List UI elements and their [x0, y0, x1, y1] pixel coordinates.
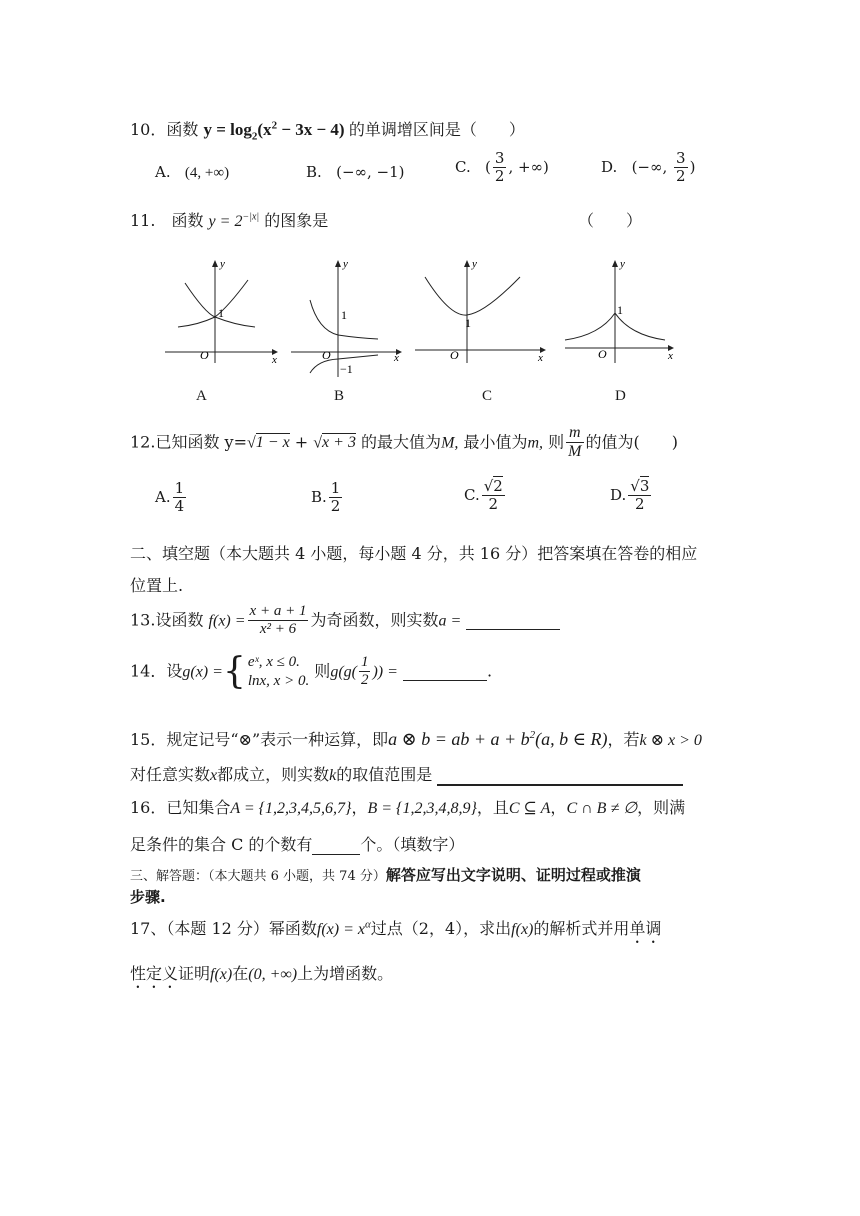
- graph-b-one: 1: [341, 308, 347, 322]
- q15-answer-blank[interactable]: [437, 765, 683, 786]
- graph-d-origin: O: [598, 347, 607, 361]
- q11-graph-a-label: A: [196, 388, 207, 404]
- q14-answer-blank[interactable]: [403, 661, 487, 681]
- q12-radical-1: √1 − x: [246, 434, 290, 452]
- q11-stem: 11. 函数 $y = 2^{-|x|}$ 的图象是: [130, 211, 329, 230]
- graph-a-x-label: x: [272, 354, 277, 365]
- q17-line2: 性定义证明f(x)在(0, +∞)上为增函数。: [130, 964, 394, 983]
- q14-stem: 14．设g(x) ={ eˣ, x ≤ 0. lnx, x > 0. 则g(g( $\frac{1}{2}$ )) = .: [130, 650, 493, 692]
- graph-b-y-label: y: [343, 258, 348, 270]
- q10-func: $y = \log_2(x^2 - 3x - 4)$: [203, 119, 345, 143]
- q11-graph-b: [288, 255, 408, 380]
- q16-answer-blank[interactable]: [312, 835, 360, 855]
- q12-radical-2: √x + 3: [313, 434, 356, 452]
- q10-c-fraction: $\frac{3}{2}$: [494, 149, 505, 186]
- graph-c-curve: [425, 277, 520, 315]
- q12-option-c: C. $\frac{√2}{2}$: [464, 477, 503, 514]
- q12-stem: 12.已知函数 y=√1 − x + √x + 3 的最大值为M, 最小值为m, 则 $\frac{m}{M}$ 的值为( ): [130, 424, 678, 461]
- q14-brace: {: [222, 650, 246, 692]
- q17-emphasis-1: 单调: [629, 919, 662, 938]
- graph-a-increasing-curve: [178, 280, 248, 327]
- graph-c-x-label: x: [538, 352, 543, 364]
- q14-cases: eˣ, x ≤ 0. lnx, x > 0.: [247, 654, 310, 689]
- section2-heading-line1: 二、填空题（本大题共 4 小题，每小题 4 分，共 16 分）把答案填在答卷的相应: [130, 544, 698, 563]
- q12-option-b: B. $\frac{1}{2}$: [311, 479, 341, 516]
- q17-emphasis-2: 性定义: [130, 964, 179, 983]
- q10-option-d: D. (−∞, $\frac{3}{2}$ ): [601, 149, 696, 186]
- graph-a-origin: O: [200, 348, 209, 362]
- graph-b-neg-one: −1: [340, 362, 353, 376]
- graph-c-one: 1: [465, 316, 471, 330]
- q11-graph-c: [410, 255, 550, 365]
- q10-option-b: B. (−∞, −1): [306, 163, 405, 181]
- q15-line1: 15．规定记号“⊗”表示一种运算，即a ⊗ b = ab + $a + b^2(a$, b ∈ R)，若k ⊗ x > 0: [130, 729, 702, 749]
- graph-b-x-label: x: [394, 352, 399, 364]
- graph-d-y-label: y: [620, 258, 625, 270]
- graph-c-y-arrow: [464, 260, 470, 267]
- graph-b-y-arrow: [335, 260, 341, 267]
- q12-fraction: $\frac{m}{M}$: [568, 424, 582, 461]
- graph-b-origin: O: [322, 348, 331, 362]
- q11-graph-d: [560, 255, 685, 365]
- q10-d-fraction: $\frac{3}{2}$: [676, 149, 686, 186]
- graph-a-decreasing-curve: [185, 283, 255, 327]
- q13-fraction: $\frac{x + a + 1}{\text{x² + 6}}$: [249, 603, 307, 638]
- q11-graph-c-label: C: [482, 388, 493, 404]
- q12-option-d: D. $\frac{√3}{2}$: [610, 477, 650, 514]
- q10-option-a: A. (4, +∞): [155, 163, 230, 181]
- section3-heading-line1: 三、解答题：（本大题共 6 小题，共 74 分）解答应写出文字说明、证明过程或推演: [130, 866, 641, 884]
- graph-c-origin: O: [450, 348, 459, 362]
- q16-line2: 足条件的集合 C 的个数有 个。（填数字）: [130, 835, 465, 854]
- q11-graph-a: [160, 255, 280, 365]
- q15-definition: a ⊗ b = ab + $a + b^2(a$, b ∈ R): [388, 729, 608, 749]
- graph-d-y-arrow: [612, 260, 618, 267]
- q13-stem: 13.设函数 f(x) = $\frac{x + a + 1}{\text{x² + 6}}$ 为奇函数，则实数a =: [130, 603, 560, 639]
- graph-a-y-arrow: [212, 260, 218, 267]
- q16-line1: 16．已知集合A = {1,2,3,4,5,6,7}，B = {1,2,3,4,8,9}，且C ⊆ A，C ∩ B ≠ ∅，则满: [130, 798, 686, 817]
- q10-suffix: 的单调增区间是（ ）: [348, 120, 525, 139]
- graph-a-one: 1: [218, 306, 224, 320]
- q11-graph-d-label: D: [615, 388, 626, 404]
- graph-d-one: 1: [617, 303, 623, 317]
- q13-answer-blank[interactable]: [466, 610, 560, 630]
- q15-line2: 对任意实数x都成立，则实数k的取值范围是: [130, 762, 683, 786]
- section3-heading-line2: 步骤.: [130, 888, 166, 906]
- q10-option-c: C. ( $\frac{3}{2}$ , +∞): [455, 149, 549, 186]
- q11-answer-paren: （ ）: [578, 211, 643, 230]
- section2-heading-line2: 位置上.: [130, 576, 184, 595]
- q12-option-a: A. $\frac{1}{4}$: [155, 479, 185, 516]
- graph-a-y-label: y: [220, 258, 225, 270]
- q17-line1: 17、（本题 12 分）幂函数$f(x) = x^\alpha$过点（2，4），求出f(x)的解析式并用单调: [130, 918, 662, 938]
- q11-graph-b-label: B: [334, 388, 345, 404]
- graph-c-y-label: y: [472, 258, 477, 270]
- graph-d-x-label: x: [668, 350, 673, 362]
- q10-stem: [130, 117, 525, 142]
- q11-func: $y = 2^{-|x|}$: [208, 211, 260, 230]
- q10-prefix: 10．函数: [130, 120, 199, 139]
